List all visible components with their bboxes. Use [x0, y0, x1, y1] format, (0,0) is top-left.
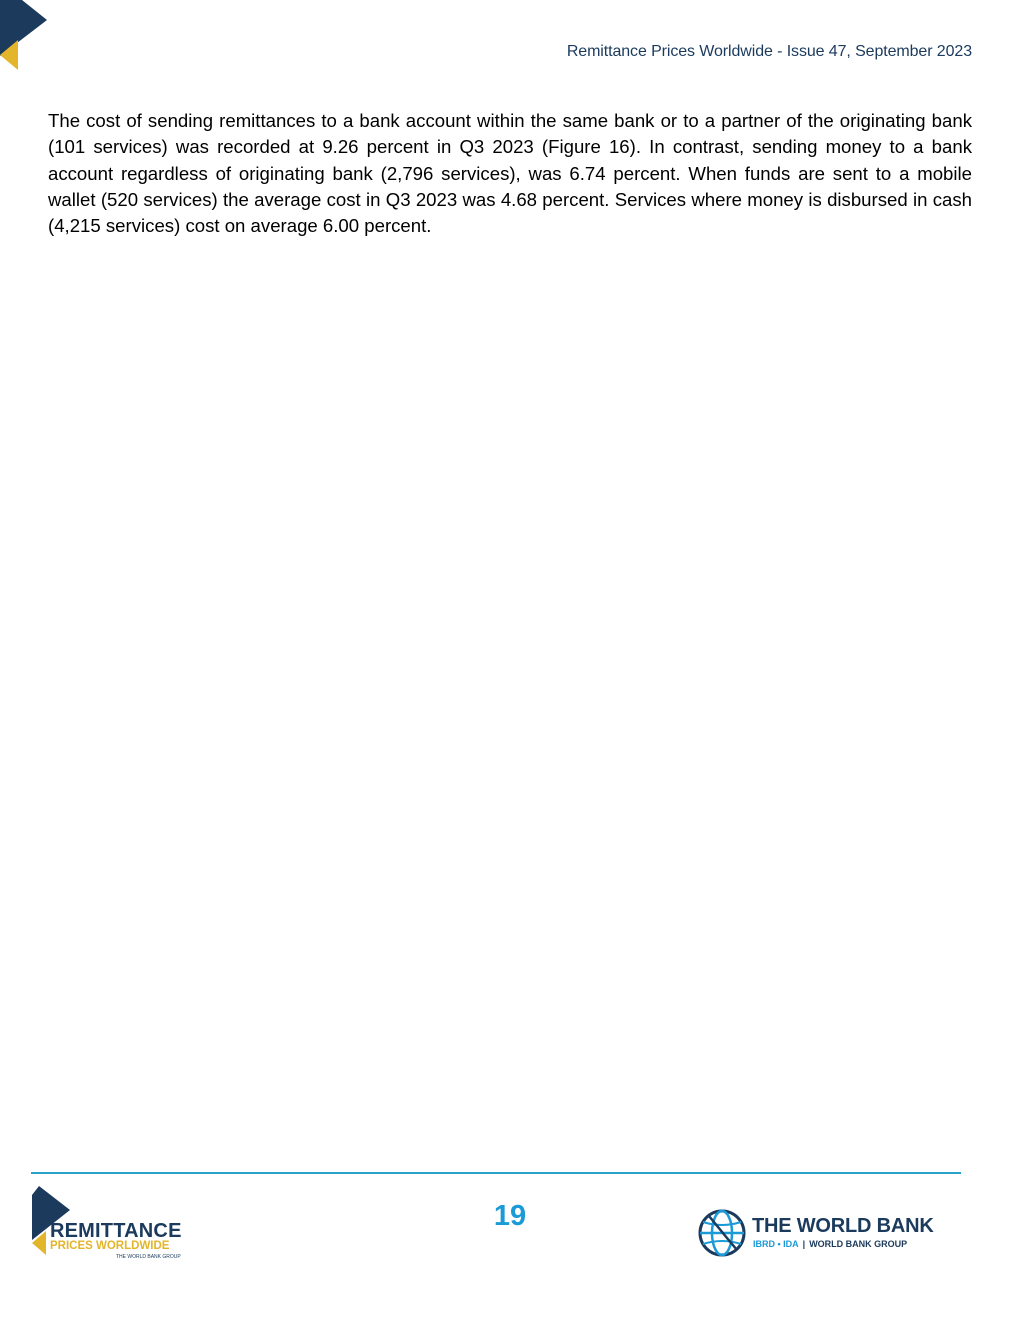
body-paragraph: The cost of sending remittances to a bank account within the same bank or to a partner of the originating bank (101 services) was recorded at 9.26 percent in Q3 2023 (Figure 16). In contrast, sending money to a bank account regardless of originating bank (2,796 services), was 6.74 percent. When funds are sent to a mobile wallet (520 services) the average cost in Q3 2023 was 4.68 percent. Services where money is disbursed in cash (4,215 services) cost on average 6.00 percent. [48, 110, 972, 237]
world-bank-logo [697, 1205, 942, 1260]
rpw-logo-tagline: THE WORLD BANK GROUP [116, 1254, 181, 1260]
world-bank-logo-subtitle [753, 1239, 907, 1249]
remittance-prices-worldwide-logo [30, 1185, 200, 1265]
running-header: Remittance Prices Worldwide - Issue 47, September 2023 [566, 43, 972, 60]
rpw-logo-subtitle: PRICES WORLDWIDE [50, 1240, 170, 1252]
globe-icon [697, 1208, 747, 1258]
logo-separator: | [802, 1239, 806, 1249]
rpw-logo-title: REMITTANCE [50, 1220, 182, 1242]
world-bank-logo-title: THE WORLD BANK [752, 1215, 934, 1237]
world-bank-group-label: WORLD BANK GROUP [809, 1239, 908, 1249]
page-number: 19 [493, 1200, 527, 1232]
ibrd-ida-label: IBRD • IDA [753, 1239, 799, 1249]
corner-decoration [0, 0, 50, 75]
footer-divider [31, 1172, 961, 1174]
